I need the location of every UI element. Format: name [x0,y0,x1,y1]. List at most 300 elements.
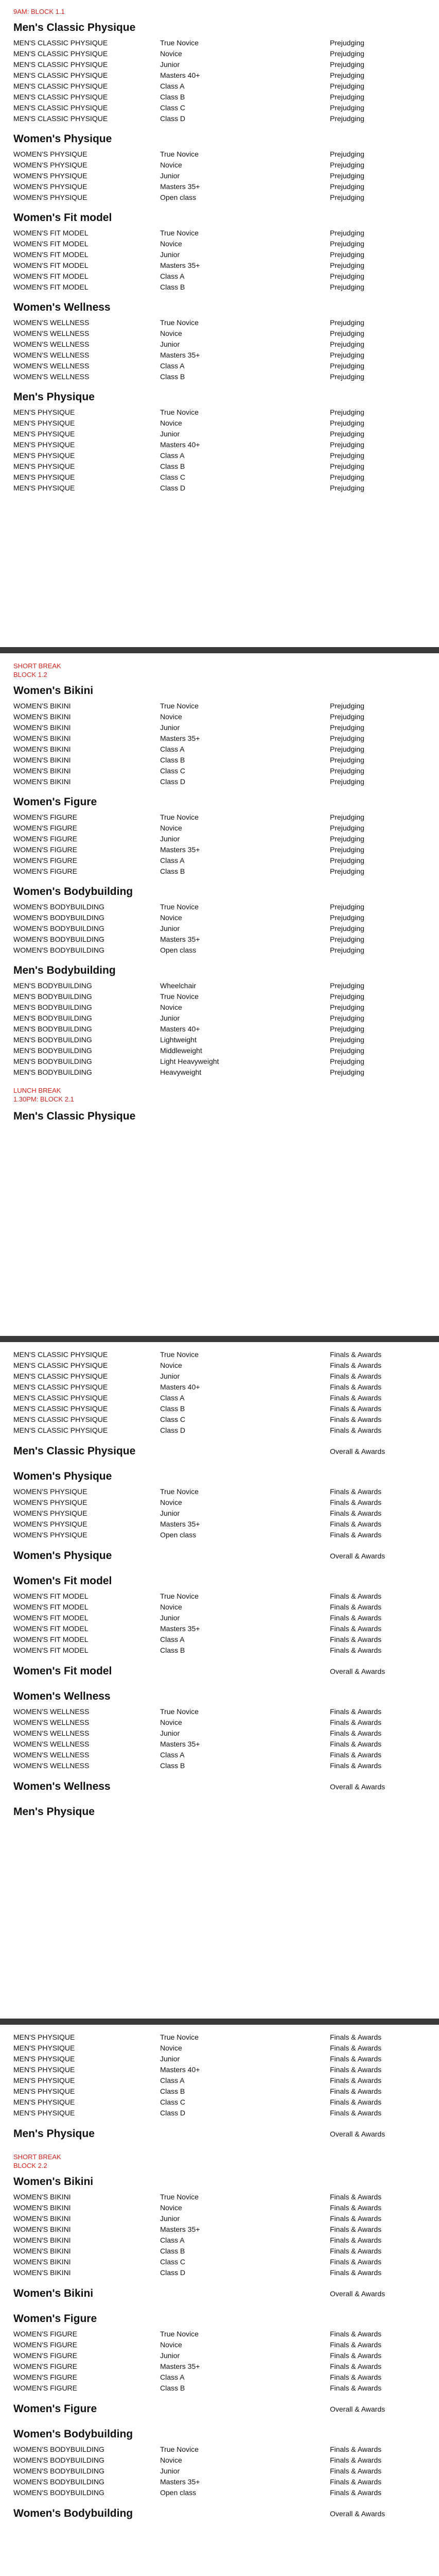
division-stage: Prejudging [330,903,364,911]
division-category: WOMEN'S PHYSIQUE [13,1498,87,1506]
session-marker-line: SHORT BREAK [13,2153,61,2161]
division-category: WOMEN'S FIGURE [13,2373,78,2381]
division-row [13,2444,426,2455]
category-heading-women-s-bikini: Women's Bikini [13,2176,94,2188]
division-class: Open class [160,946,197,954]
division-row [13,2329,426,2340]
division-row [13,912,426,923]
division-category: MEN'S CLASSIC PHYSIQUE [13,104,108,112]
division-row [13,181,426,192]
division-list [13,407,426,494]
division-row [13,945,426,956]
division-class: Open class [160,2488,197,2497]
division-class: Class A [160,82,185,90]
division-stage: Prejudging [330,473,364,481]
division-class: Novice [160,2044,182,2052]
division-category: WOMEN'S BIKINI [13,713,71,721]
division-list [13,1486,426,1540]
division-stage: Finals & Awards [330,2193,382,2201]
division-stage: Prejudging [330,49,364,58]
division-stage: Prejudging [330,756,364,764]
division-row [13,2257,426,2267]
division-class: Junior [160,172,180,180]
division-stage: Prejudging [330,114,364,123]
division-category: WOMEN'S WELLNESS [13,1740,90,1748]
division-category: WOMEN'S FIT MODEL [13,1614,89,1622]
division-row [13,1623,426,1634]
division-category: WOMEN'S FIGURE [13,2330,78,2338]
overall-category-title: Women's Figure [13,2403,97,2415]
overall-awards-label: Overall & Awards [330,1447,385,1455]
division-category: MEN'S PHYSIQUE [13,2065,75,2074]
division-category: MEN'S PHYSIQUE [13,462,75,470]
division-category: MEN'S BODYBUILDING [13,1036,92,1044]
division-category: MEN'S CLASSIC PHYSIQUE [13,1426,108,1434]
division-stage: Finals & Awards [330,2033,382,2041]
division-stage: Finals & Awards [330,1372,382,1380]
division-stage: Finals & Awards [330,1394,382,1402]
overall-awards-label: Overall & Awards [330,1783,385,1791]
division-row [13,1602,426,1613]
division-category: MEN'S BODYBUILDING [13,1057,92,1065]
division-stage: Prejudging [330,767,364,775]
session-marker [13,2153,426,2170]
division-row [13,1519,426,1530]
division-stage: Prejudging [330,981,364,990]
division-row [13,902,426,912]
category-heading-women-s-figure: Women's Figure [13,796,97,808]
division-class: Novice [160,1498,182,1506]
division-class: Class A [160,745,185,753]
division-row [13,2032,426,2043]
division-row [13,2372,426,2383]
division-category: WOMEN'S FIGURE [13,2351,78,2360]
division-row [13,755,426,766]
division-row [13,328,426,339]
division-category: WOMEN'S BIKINI [13,723,71,732]
division-row [13,991,426,1002]
division-stage: Finals & Awards [330,1487,382,1496]
division-class: Masters 35+ [160,261,200,269]
division-stage: Finals & Awards [330,2109,382,2117]
division-class: Novice [160,1003,182,1011]
division-category: WOMEN'S FIGURE [13,835,78,843]
division-class: True Novice [160,229,199,237]
division-category: WOMEN'S BIKINI [13,745,71,753]
division-class: Class A [160,2076,185,2084]
division-row [13,317,426,328]
division-row [13,1728,426,1739]
division-class: Novice [160,161,182,169]
division-list [13,1591,426,1656]
division-category: MEN'S CLASSIC PHYSIQUE [13,93,108,101]
division-class: Junior [160,835,180,843]
division-class: Class B [160,372,185,381]
division-stage: Prejudging [330,419,364,427]
page-separator [0,2019,439,2025]
division-category: WOMEN'S BODYBUILDING [13,946,104,954]
division-class: Class D [160,2109,186,2117]
division-row [13,113,426,124]
division-category: WOMEN'S WELLNESS [13,372,90,381]
division-category: MEN'S CLASSIC PHYSIQUE [13,1394,108,1402]
overall-row [13,1664,426,1679]
division-row [13,744,426,755]
division-category: MEN'S BODYBUILDING [13,1068,92,1076]
division-class: Class B [160,756,185,764]
division-stage: Prejudging [330,462,364,470]
division-stage: Prejudging [330,1068,364,1076]
division-row [13,239,426,249]
division-class: Class A [160,2236,185,2244]
division-stage: Finals & Awards [330,2065,382,2074]
division-stage: Prejudging [330,992,364,1001]
division-class: Novice [160,2204,182,2212]
session-marker [13,7,426,16]
division-category: WOMEN'S FIT MODEL [13,283,89,291]
division-category: MEN'S CLASSIC PHYSIQUE [13,1361,108,1369]
division-row [13,2267,426,2278]
division-category: MEN'S CLASSIC PHYSIQUE [13,49,108,58]
division-stage: Prejudging [330,1046,364,1055]
division-class: Class D [160,2268,186,2277]
division-class: Class C [160,104,186,112]
division-class: Junior [160,2214,180,2223]
division-class: Light Heavyweight [160,1057,219,1065]
division-category: WOMEN'S FIT MODEL [13,272,89,280]
division-stage: Prejudging [330,1036,364,1044]
division-row [13,1382,426,1393]
division-class: Novice [160,913,182,922]
division-row [13,171,426,181]
division-category: WOMEN'S FIT MODEL [13,1592,89,1600]
division-class: Class D [160,1426,186,1434]
division-category: WOMEN'S WELLNESS [13,1751,90,1759]
division-row [13,461,426,472]
division-category: WOMEN'S PHYSIQUE [13,182,87,191]
division-row [13,2466,426,2477]
division-class: Lightweight [160,1036,197,1044]
division-row [13,38,426,48]
division-category: MEN'S CLASSIC PHYSIQUE [13,71,108,79]
division-category: WOMEN'S BIKINI [13,777,71,786]
overall-row [13,1444,426,1459]
division-class: Class B [160,462,185,470]
division-class: Junior [160,924,180,933]
division-row [13,228,426,239]
division-class: Masters 40+ [160,71,200,79]
division-category: MEN'S PHYSIQUE [13,473,75,481]
division-class: Junior [160,2055,180,2063]
division-category: WOMEN'S BIKINI [13,2258,71,2266]
division-row [13,81,426,92]
division-class: Novice [160,419,182,427]
division-class: Junior [160,1509,180,1517]
division-row [13,1035,426,1045]
division-class: Novice [160,2456,182,2464]
division-class: True Novice [160,2033,199,2041]
division-stage: Finals & Awards [330,1404,382,1413]
division-class: True Novice [160,1350,199,1359]
division-stage: Finals & Awards [330,2478,382,2486]
division-row [13,923,426,934]
division-category: WOMEN'S BIKINI [13,767,71,775]
category-heading-women-s-bodybuilding: Women's Bodybuilding [13,886,133,897]
overall-category-title: Women's Physique [13,1550,112,1562]
division-class: Novice [160,1718,182,1726]
division-row [13,1760,426,1771]
division-category: WOMEN'S FIGURE [13,856,78,865]
division-class: Class C [160,767,186,775]
division-category: MEN'S BODYBUILDING [13,981,92,990]
division-row [13,834,426,844]
division-stage: Finals & Awards [330,2236,382,2244]
division-class: Novice [160,1361,182,1369]
division-row [13,2064,426,2075]
division-row [13,2086,426,2097]
category-heading-women-s-bodybuilding: Women's Bodybuilding [13,2428,133,2440]
division-row [13,249,426,260]
division-category: MEN'S PHYSIQUE [13,408,75,416]
session-marker-line: SHORT BREAK [13,662,61,670]
division-stage: Finals & Awards [330,2341,382,2349]
division-class: Masters 35+ [160,845,200,854]
division-stage: Finals & Awards [330,1415,382,1423]
schedule-page [0,1342,439,2019]
division-row [13,823,426,834]
division-row [13,1371,426,1382]
division-category: WOMEN'S FIGURE [13,824,78,832]
division-category: WOMEN'S WELLNESS [13,362,90,370]
division-stage: Prejudging [330,451,364,460]
division-class: Junior [160,250,180,259]
schedule-page [0,0,439,647]
division-category: MEN'S PHYSIQUE [13,2098,75,2106]
division-row [13,2487,426,2498]
division-row [13,711,426,722]
division-class: True Novice [160,1592,199,1600]
division-category: MEN'S CLASSIC PHYSIQUE [13,114,108,123]
division-stage: Prejudging [330,946,364,954]
division-category: WOMEN'S WELLNESS [13,1761,90,1770]
division-category: MEN'S CLASSIC PHYSIQUE [13,1383,108,1391]
division-stage: Finals & Awards [330,1531,382,1539]
division-category: MEN'S PHYSIQUE [13,2033,75,2041]
division-stage: Prejudging [330,318,364,327]
division-stage: Prejudging [330,240,364,248]
division-category: MEN'S PHYSIQUE [13,2044,75,2052]
division-row [13,1739,426,1750]
division-category: WOMEN'S PHYSIQUE [13,1520,87,1528]
division-category: WOMEN'S BODYBUILDING [13,913,104,922]
division-category: WOMEN'S BIKINI [13,2247,71,2255]
division-row [13,855,426,866]
overall-row [13,2506,426,2521]
division-row [13,361,426,371]
page-separator [0,1336,439,1342]
division-class: True Novice [160,39,199,47]
division-class: Masters 40+ [160,1383,200,1391]
division-list [13,2192,426,2278]
overall-awards-label: Overall & Awards [330,2510,385,2518]
division-category: WOMEN'S BIKINI [13,2204,71,2212]
division-category: WOMEN'S BIKINI [13,702,71,710]
division-row [13,2235,426,2246]
division-class: Junior [160,430,180,438]
division-list [13,228,426,293]
division-category: WOMEN'S FIT MODEL [13,1646,89,1654]
division-class: Masters 35+ [160,1520,200,1528]
division-class: Novice [160,49,182,58]
division-category: WOMEN'S WELLNESS [13,329,90,337]
division-category: MEN'S PHYSIQUE [13,2076,75,2084]
division-category: WOMEN'S PHYSIQUE [13,193,87,201]
division-row [13,70,426,81]
division-row [13,260,426,271]
category-heading-women-s-fit-model: Women's Fit model [13,1575,112,1587]
division-row [13,1002,426,1013]
division-category: MEN'S PHYSIQUE [13,484,75,492]
division-class: Class B [160,2384,185,2392]
division-class: Novice [160,713,182,721]
division-class: Class A [160,2373,185,2381]
division-stage: Prejudging [330,39,364,47]
division-stage: Prejudging [330,150,364,158]
division-category: WOMEN'S FIGURE [13,2384,78,2392]
division-class: True Novice [160,150,199,158]
overall-row [13,1780,426,1794]
division-class: True Novice [160,903,199,911]
division-class: Novice [160,2341,182,2349]
division-row [13,812,426,823]
division-class: Novice [160,329,182,337]
division-row [13,1349,426,1360]
session-marker [13,662,426,679]
category-heading-men-s-physique: Men's Physique [13,391,95,403]
division-class: Class C [160,473,186,481]
division-stage: Prejudging [330,1025,364,1033]
division-stage: Finals & Awards [330,1592,382,1600]
division-stage: Prejudging [330,430,364,438]
division-category: WOMEN'S WELLNESS [13,340,90,348]
division-stage: Prejudging [330,734,364,742]
division-stage: Prejudging [330,193,364,201]
division-class: True Novice [160,2445,199,2453]
division-category: WOMEN'S BODYBUILDING [13,2478,104,2486]
division-stage: Finals & Awards [330,2214,382,2223]
division-row [13,733,426,744]
division-stage: Prejudging [330,283,364,291]
division-row [13,1056,426,1067]
division-class: Class B [160,2087,185,2095]
division-row [13,1717,426,1728]
division-row [13,48,426,59]
division-row [13,92,426,103]
division-row [13,1045,426,1056]
division-stage: Prejudging [330,713,364,721]
division-class: Class C [160,2098,186,2106]
division-stage: Prejudging [330,777,364,786]
division-category: WOMEN'S FIGURE [13,845,78,854]
division-class: Middleweight [160,1046,202,1055]
division-stage: Prejudging [330,440,364,449]
division-class: Masters 35+ [160,2478,200,2486]
division-stage: Prejudging [330,484,364,492]
session-marker-line: 1.30PM: BLOCK 2.1 [13,1095,74,1103]
division-category: WOMEN'S BIKINI [13,2193,71,2201]
division-stage: Prejudging [330,702,364,710]
division-category: WOMEN'S FIGURE [13,867,78,875]
division-category: WOMEN'S FIT MODEL [13,250,89,259]
division-stage: Finals & Awards [330,1383,382,1391]
category-heading-men-s-classic-physique: Men's Classic Physique [13,22,136,33]
division-category: WOMEN'S FIT MODEL [13,240,89,248]
division-class: True Novice [160,702,199,710]
division-class: Wheelchair [160,981,197,990]
overall-category-title: Women's Fit model [13,1665,112,1677]
division-list [13,902,426,956]
division-category: WOMEN'S FIT MODEL [13,1603,89,1611]
division-category: MEN'S CLASSIC PHYSIQUE [13,82,108,90]
division-stage: Finals & Awards [330,1707,382,1716]
division-stage: Finals & Awards [330,2330,382,2338]
division-class: Masters 35+ [160,2362,200,2370]
division-row [13,2477,426,2487]
division-row [13,2246,426,2257]
division-stage: Finals & Awards [330,1614,382,1622]
division-row [13,2383,426,2394]
division-row [13,866,426,877]
division-row [13,722,426,733]
division-row [13,2075,426,2086]
division-class: Junior [160,2467,180,2475]
division-category: WOMEN'S WELLNESS [13,351,90,359]
division-stage: Finals & Awards [330,2076,382,2084]
division-row [13,701,426,711]
division-category: WOMEN'S BODYBUILDING [13,2467,104,2475]
division-list [13,1349,426,1436]
division-stage: Finals & Awards [330,2351,382,2360]
division-stage: Finals & Awards [330,1603,382,1611]
division-class: Open class [160,1531,197,1539]
division-row [13,2224,426,2235]
division-stage: Prejudging [330,1014,364,1022]
division-stage: Prejudging [330,250,364,259]
division-stage: Prejudging [330,161,364,169]
overall-awards-label: Overall & Awards [330,2405,385,2413]
overall-row [13,2286,426,2301]
division-class: Masters 35+ [160,351,200,359]
division-row [13,1497,426,1508]
division-stage: Prejudging [330,261,364,269]
division-row [13,1613,426,1623]
division-stage: Prejudging [330,93,364,101]
category-heading-women-s-fit-model: Women's Fit model [13,212,112,224]
division-row [13,429,426,439]
division-stage: Prejudging [330,340,364,348]
division-class: Class B [160,93,185,101]
division-row [13,371,426,382]
division-stage: Finals & Awards [330,1624,382,1633]
division-class: Class C [160,2258,186,2266]
division-stage: Finals & Awards [330,1761,382,1770]
division-stage: Finals & Awards [330,2268,382,2277]
division-category: MEN'S PHYSIQUE [13,2109,75,2117]
division-stage: Prejudging [330,813,364,821]
division-row [13,160,426,171]
division-category: MEN'S CLASSIC PHYSIQUE [13,1404,108,1413]
division-row [13,1013,426,1024]
